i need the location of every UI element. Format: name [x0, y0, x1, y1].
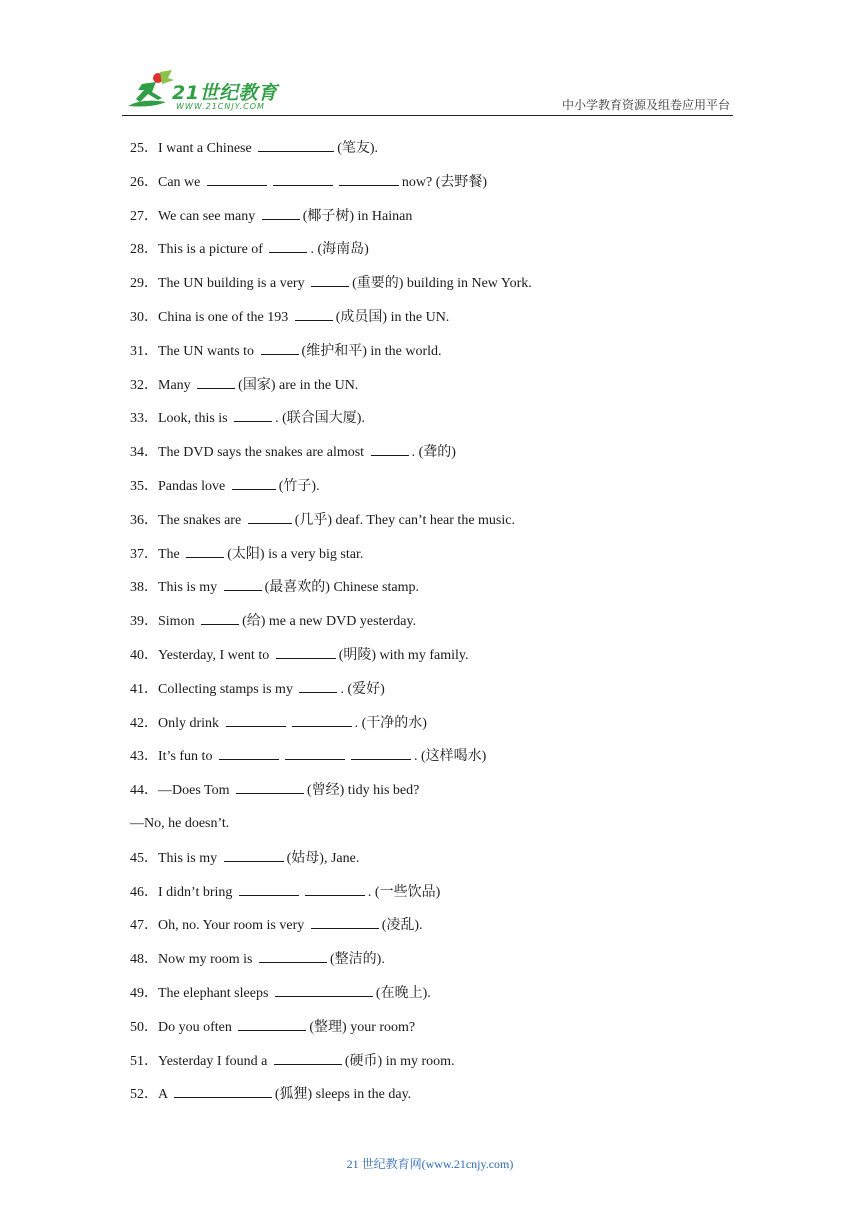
header-divider: [122, 115, 733, 116]
question-text: Simon: [158, 614, 195, 630]
question-item: [130, 816, 229, 832]
page-header: [0, 0, 860, 130]
question-number: 50．: [130, 1019, 158, 1035]
question-number: 41．: [130, 681, 158, 697]
question-text: Yesterday I found a: [158, 1053, 268, 1069]
question-text: China is one of the 193: [158, 310, 289, 325]
question-item: [130, 782, 419, 799]
question-item: [130, 613, 416, 630]
question-text: . (聋的): [411, 445, 456, 461]
answer-blank[interactable]: [232, 478, 276, 490]
question-text: I want a Chinese: [158, 141, 252, 156]
question-item: [130, 681, 385, 698]
question-item: [130, 647, 468, 664]
question-number: 36．: [130, 512, 158, 528]
question-text: Collecting stamps is my: [158, 681, 293, 697]
question-item: [130, 174, 487, 191]
question-number: 45．: [130, 850, 158, 866]
answer-blank[interactable]: [276, 647, 336, 659]
question-text: I didn’t bring: [158, 884, 233, 900]
question-number: 25．: [130, 141, 158, 156]
question-number: 32．: [130, 377, 158, 393]
answer-blank[interactable]: [292, 715, 352, 727]
question-text: (凌乱).: [381, 918, 423, 934]
platform-name: 中小学教育资源及组卷应用平台: [561, 98, 730, 112]
answer-blank[interactable]: [351, 748, 411, 760]
question-item: [130, 241, 369, 258]
question-number: 31．: [130, 343, 158, 359]
question-item: [130, 985, 431, 1002]
answer-blank[interactable]: [236, 782, 304, 794]
question-text: The snakes are: [158, 512, 242, 528]
answer-blank[interactable]: [259, 951, 327, 963]
question-text: Can we: [158, 174, 201, 190]
question-item: [130, 343, 442, 360]
question-text: (竹子).: [278, 479, 320, 494]
question-text: (整理) your room?: [309, 1019, 416, 1035]
question-text: . (爱好): [340, 681, 385, 697]
question-text: Oh, no. Your room is very: [158, 918, 305, 934]
question-text: . (联合国大厦).: [275, 411, 365, 427]
question-text: . (海南岛): [310, 242, 369, 258]
logo-text: 21世纪教育: [172, 82, 278, 104]
answer-blank[interactable]: [186, 546, 224, 558]
question-text: (硬币) in my room.: [344, 1053, 455, 1069]
question-text: (给) me a new DVD yesterday.: [242, 614, 417, 630]
question-item: [130, 140, 378, 157]
question-number: 42．: [130, 715, 158, 731]
question-text: (太阳) is a very big star.: [227, 546, 364, 562]
question-item: [130, 715, 427, 732]
question-number: 44．: [130, 783, 158, 799]
question-number: 27．: [130, 208, 158, 224]
answer-blank[interactable]: [339, 174, 399, 186]
question-text: This is my: [158, 850, 218, 866]
answer-blank[interactable]: [219, 748, 279, 760]
answer-blank[interactable]: [311, 275, 349, 287]
question-text: Only drink: [158, 715, 220, 731]
question-text: (国家) are in the UN.: [238, 377, 359, 393]
question-text: This is my: [158, 580, 218, 596]
question-number: 29．: [130, 276, 158, 292]
question-item: [130, 377, 358, 394]
question-number: 37．: [130, 546, 158, 562]
question-text: The elephant sleeps: [158, 986, 269, 1001]
runner-logo-icon: [122, 68, 178, 114]
question-text: Look, this is: [158, 411, 228, 427]
question-item: [130, 917, 423, 934]
answer-blank[interactable]: [238, 1019, 306, 1031]
question-item: [130, 444, 456, 461]
question-item: [130, 1019, 415, 1036]
answer-blank[interactable]: [258, 140, 334, 152]
question-item: [130, 1086, 411, 1103]
question-item: [130, 748, 486, 765]
question-text: (明陵) with my family.: [338, 648, 469, 663]
question-number: 52．: [130, 1087, 158, 1103]
question-text: The UN building is a very: [158, 276, 305, 292]
answer-blank[interactable]: [305, 884, 365, 896]
question-text: (椰子树) in Hainan: [302, 208, 413, 224]
question-text: (维护和平) in the world.: [301, 343, 442, 359]
question-text: (最喜欢的) Chinese stamp.: [264, 580, 419, 596]
question-text: (成员国) in the UN.: [335, 310, 450, 325]
question-text: Many: [158, 377, 191, 393]
question-number: 51．: [130, 1053, 158, 1069]
question-number: 33．: [130, 411, 158, 427]
footer-site: 21 世纪教育网(www.21cnjy.com): [346, 1157, 514, 1171]
answer-blank[interactable]: [285, 748, 345, 760]
question-number: 39．: [130, 614, 158, 630]
question-number: 49．: [130, 986, 158, 1001]
question-number: 34．: [130, 445, 158, 461]
question-text: Yesterday, I went to: [158, 648, 270, 663]
question-item: [130, 478, 320, 495]
answer-blank[interactable]: [207, 174, 267, 186]
question-number: 28．: [130, 242, 158, 258]
question-item: [130, 884, 440, 901]
answer-blank[interactable]: [311, 917, 379, 929]
question-number: 30．: [130, 310, 158, 325]
answer-blank[interactable]: [224, 850, 284, 862]
question-text: . (这样喝水): [413, 749, 487, 765]
question-text: (笔友).: [337, 141, 379, 156]
question-text: We can see many: [158, 208, 256, 224]
question-item: [130, 512, 515, 529]
answer-blank[interactable]: [273, 174, 333, 186]
answer-blank[interactable]: [239, 884, 299, 896]
question-text: The: [158, 546, 180, 562]
question-text: Pandas love: [158, 479, 226, 494]
question-item: [130, 951, 385, 968]
question-item: [130, 410, 365, 427]
question-text: (曾经) tidy his bed?: [306, 783, 420, 799]
question-text: —Does Tom: [158, 783, 230, 799]
question-text: A: [158, 1087, 168, 1103]
question-text: (在晚上).: [375, 986, 431, 1001]
question-text: —No, he doesn’t.: [130, 816, 230, 831]
answer-blank[interactable]: [295, 309, 333, 321]
question-text: This is a picture of: [158, 242, 263, 258]
question-number: 48．: [130, 952, 158, 968]
answer-blank[interactable]: [299, 681, 337, 693]
question-text: (几乎) deaf. They can’t hear the music.: [294, 512, 515, 528]
answer-blank[interactable]: [269, 241, 307, 253]
answer-blank[interactable]: [262, 208, 300, 220]
logo-subtext: WWW.21CNJY.COM: [176, 102, 265, 111]
question-text: (重要的) building in New York.: [352, 276, 532, 292]
answer-blank[interactable]: [261, 343, 299, 355]
question-number: 26．: [130, 174, 158, 190]
question-number: 46．: [130, 884, 158, 900]
question-item: [130, 275, 532, 292]
question-item: [130, 546, 363, 563]
question-number: 43．: [130, 749, 158, 765]
answer-blank[interactable]: [371, 444, 409, 456]
question-text: It’s fun to: [158, 749, 213, 765]
answer-blank[interactable]: [234, 410, 272, 422]
question-text: Do you often: [158, 1019, 232, 1035]
question-item: [130, 579, 419, 596]
question-number: 40．: [130, 648, 158, 663]
question-text: The DVD says the snakes are almost: [158, 445, 365, 461]
question-number: 38．: [130, 580, 158, 596]
question-text: Now my room is: [158, 952, 253, 968]
question-text: . (干净的水): [354, 715, 427, 731]
answer-blank[interactable]: [226, 715, 286, 727]
question-item: [130, 850, 359, 867]
question-number: 47．: [130, 918, 158, 934]
answer-blank[interactable]: [174, 1086, 272, 1098]
question-text: (狐狸) sleeps in the day.: [274, 1087, 412, 1103]
question-item: [130, 208, 412, 225]
question-text: (姑母), Jane.: [286, 850, 360, 866]
answer-blank[interactable]: [275, 985, 373, 997]
question-text: . (一些饮品): [367, 884, 441, 900]
answer-blank[interactable]: [274, 1053, 342, 1065]
question-text: now? (去野餐): [401, 174, 488, 190]
question-item: [130, 309, 449, 326]
question-text: The UN wants to: [158, 343, 255, 359]
answer-blank[interactable]: [201, 613, 239, 625]
answer-blank[interactable]: [224, 579, 262, 591]
logo: [122, 68, 292, 116]
question-text: (整洁的).: [330, 952, 385, 968]
question-item: [130, 1053, 455, 1070]
question-number: 35．: [130, 479, 158, 494]
answer-blank[interactable]: [248, 512, 292, 524]
answer-blank[interactable]: [197, 377, 235, 389]
